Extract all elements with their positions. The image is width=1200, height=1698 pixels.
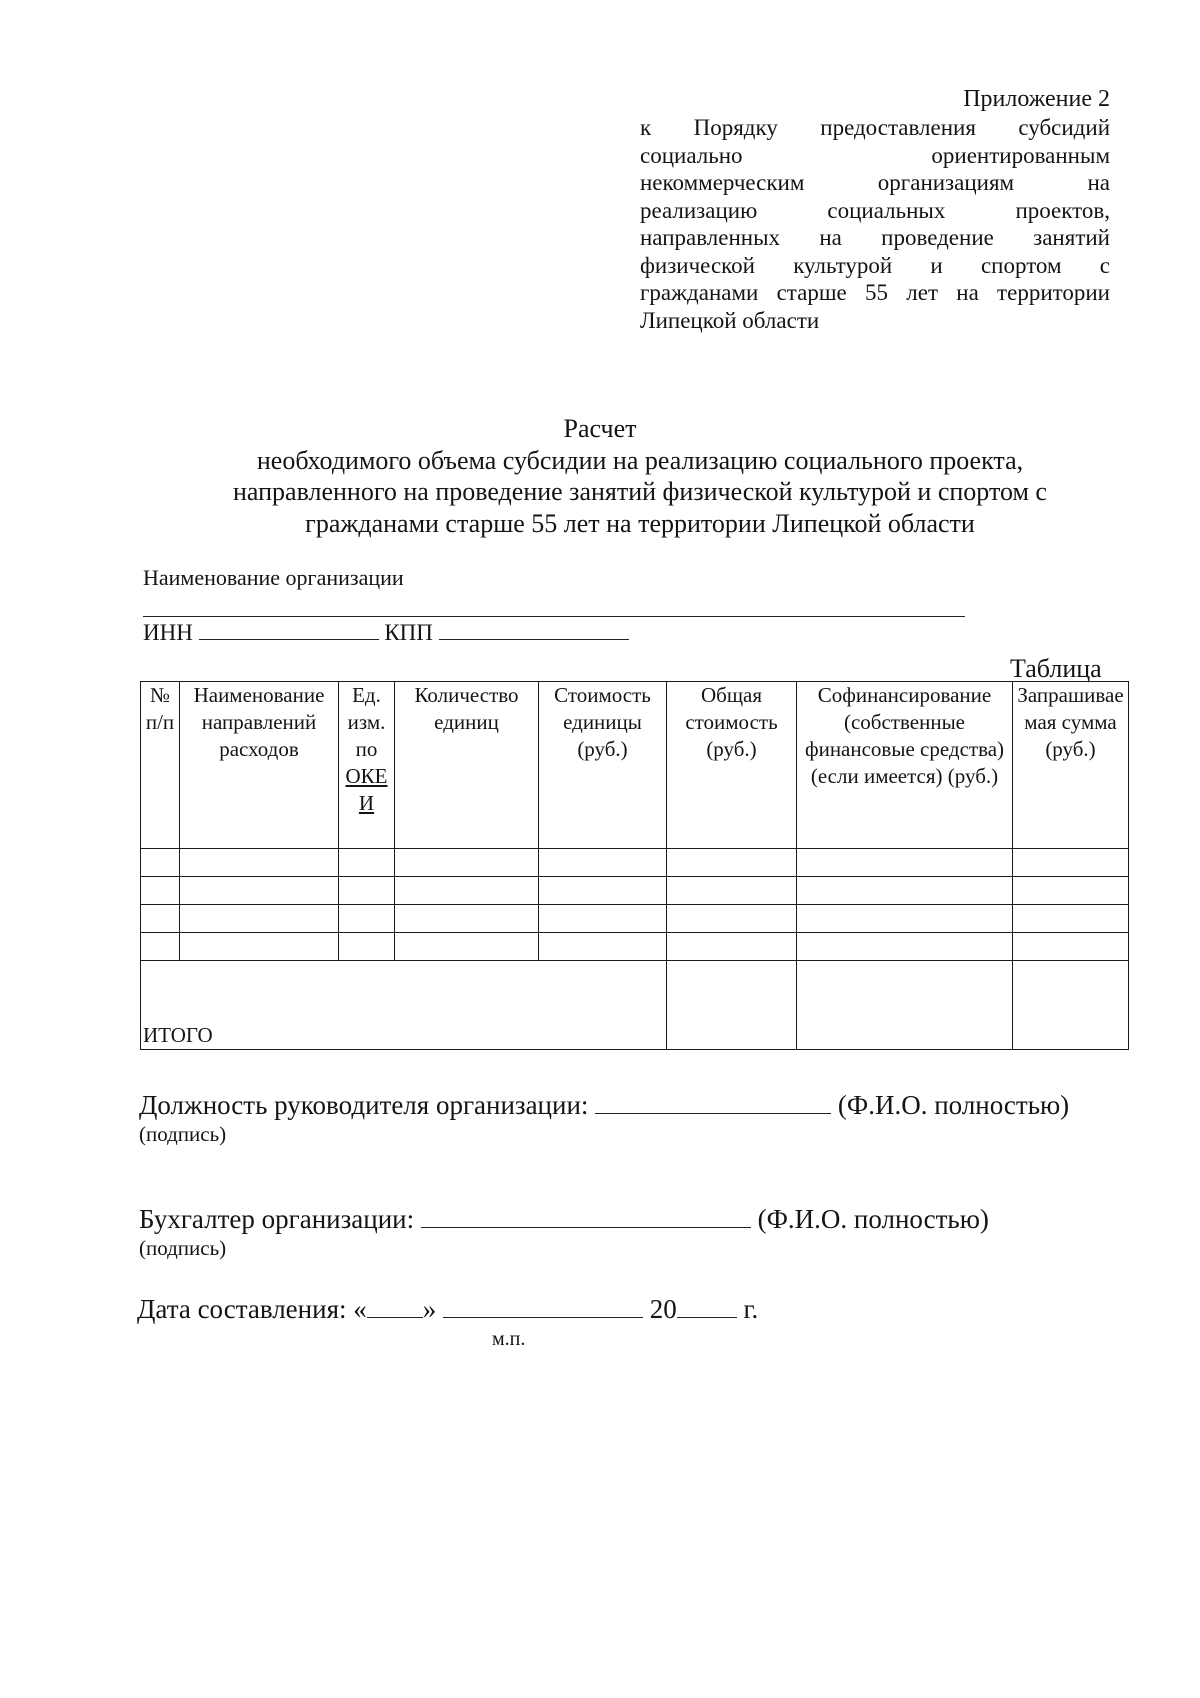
table-cell[interactable]: [141, 905, 180, 933]
total-label: ИТОГО: [141, 961, 667, 1050]
kpp-label: КПП: [384, 620, 433, 645]
table-cell[interactable]: [395, 877, 539, 905]
header-text: п/п: [145, 710, 175, 734]
table-cell[interactable]: [797, 849, 1013, 877]
date-row: [137, 1294, 758, 1325]
table-row: [141, 933, 1129, 961]
appendix-line: к Порядку предоставления субсидий: [640, 115, 1110, 140]
kpp-field[interactable]: [439, 621, 629, 640]
accountant-signature-hint: (подпись): [139, 1236, 227, 1260]
table-cell[interactable]: [1013, 933, 1129, 961]
appendix-line: Липецкой области: [640, 307, 820, 333]
date-close-quote: »: [422, 1294, 437, 1324]
doc-title: Расчет: [563, 414, 637, 443]
table-caption: Таблица: [1010, 654, 1102, 683]
table-cell[interactable]: [797, 905, 1013, 933]
table-header-row: [141, 682, 1129, 849]
appendix-line: направленных на проведение занятий: [640, 225, 1110, 250]
org-name-label: Наименование организации: [143, 565, 404, 590]
appendix-line: гражданами старше 55 лет на территории: [640, 280, 1110, 305]
appendix-line: реализацию социальных проектов,: [640, 197, 1110, 223]
table-cell[interactable]: [797, 933, 1013, 961]
inn-field[interactable]: [199, 621, 379, 640]
head-fio-label: (Ф.И.О. полностью): [837, 1090, 1070, 1120]
date-label: Дата составления: «: [137, 1294, 367, 1324]
table-cell[interactable]: [180, 849, 339, 877]
table-cell[interactable]: [1013, 905, 1129, 933]
col-header-cofin: Софинансирование (собственные финансовые средства) (если имеется) (руб.): [797, 682, 1013, 849]
accountant-signature-row: [139, 1204, 989, 1235]
appendix-body: [640, 114, 1110, 334]
date-year-field[interactable]: [677, 1297, 737, 1318]
doc-subtitle-line: направленного на проведение занятий физической культурой и спортом с: [233, 477, 1047, 506]
col-header-request: Запрашиваемая сумма (руб.): [1013, 682, 1129, 849]
col-header-price: Стоимость единицы (руб.): [539, 682, 667, 849]
head-signature-hint: (подпись): [139, 1122, 227, 1146]
table-cell[interactable]: [539, 933, 667, 961]
table-cell[interactable]: [339, 905, 395, 933]
total-cell-request[interactable]: [1013, 961, 1129, 1050]
table-cell[interactable]: [667, 905, 797, 933]
table-row: [141, 905, 1129, 933]
table-cell[interactable]: [539, 849, 667, 877]
col-header-unit: [339, 682, 395, 849]
table-cell[interactable]: [141, 877, 180, 905]
col-header-qty: Количество единиц: [395, 682, 539, 849]
head-signature-row: [139, 1090, 1069, 1121]
table-cell[interactable]: [667, 849, 797, 877]
table-cell[interactable]: [1013, 877, 1129, 905]
header-text: Ед.: [352, 683, 381, 707]
header-text-okei: ОКЕИ: [345, 764, 388, 815]
table-cell[interactable]: [141, 849, 180, 877]
head-signature-field[interactable]: [595, 1093, 831, 1114]
table-row: [141, 877, 1129, 905]
table-total-row: [141, 961, 1129, 1050]
table-cell[interactable]: [339, 849, 395, 877]
stamp-place: м.п.: [492, 1328, 526, 1350]
table-cell[interactable]: [180, 877, 339, 905]
col-header-name: Наименование направлений расходов: [180, 682, 339, 849]
table-cell[interactable]: [141, 933, 180, 961]
col-header-num: [141, 682, 180, 849]
appendix-line: социально ориентированным: [640, 142, 1110, 168]
inn-kpp-row: [143, 620, 629, 646]
inn-label: ИНН: [143, 620, 193, 645]
table-cell[interactable]: [667, 877, 797, 905]
header-text: по: [355, 737, 378, 761]
head-position-label: Должность руководителя организации:: [139, 1090, 589, 1120]
accountant-fio-label: (Ф.И.О. полностью): [757, 1204, 989, 1234]
total-cell-total[interactable]: [667, 961, 797, 1050]
table-row: [141, 849, 1129, 877]
date-day-field[interactable]: [367, 1297, 423, 1318]
accountant-signature-field[interactable]: [421, 1207, 751, 1228]
table-cell[interactable]: [667, 933, 797, 961]
header-text: №: [149, 683, 171, 707]
table-cell[interactable]: [339, 933, 395, 961]
table-cell[interactable]: [180, 905, 339, 933]
table-cell[interactable]: [180, 933, 339, 961]
appendix-line: некоммерческим организациям на: [640, 170, 1110, 195]
total-cell-cofin[interactable]: [797, 961, 1013, 1050]
table-cell[interactable]: [797, 877, 1013, 905]
table-cell[interactable]: [395, 849, 539, 877]
calculation-table: [140, 681, 1129, 1050]
date-month-field[interactable]: [443, 1297, 643, 1318]
date-year-prefix: 20: [649, 1294, 677, 1324]
header-text: изм.: [347, 710, 386, 734]
table-cell[interactable]: [539, 905, 667, 933]
col-header-total: Общая стоимость (руб.): [667, 682, 797, 849]
doc-subtitle-line: гражданами старше 55 лет на территории Липецкой области: [305, 509, 975, 538]
appendix-line: физической культурой и спортом с: [640, 252, 1110, 278]
table-cell[interactable]: [539, 877, 667, 905]
accountant-label: Бухгалтер организации:: [139, 1204, 415, 1234]
org-name-field[interactable]: [143, 616, 965, 617]
appendix-title: Приложение 2: [963, 86, 1110, 112]
table-cell[interactable]: [395, 905, 539, 933]
date-year-suffix: г.: [743, 1294, 759, 1324]
doc-subtitle-line: необходимого объема субсидии на реализацию социального проекта,: [256, 446, 1024, 475]
table-cell[interactable]: [339, 877, 395, 905]
table-cell[interactable]: [395, 933, 539, 961]
table-cell[interactable]: [1013, 849, 1129, 877]
